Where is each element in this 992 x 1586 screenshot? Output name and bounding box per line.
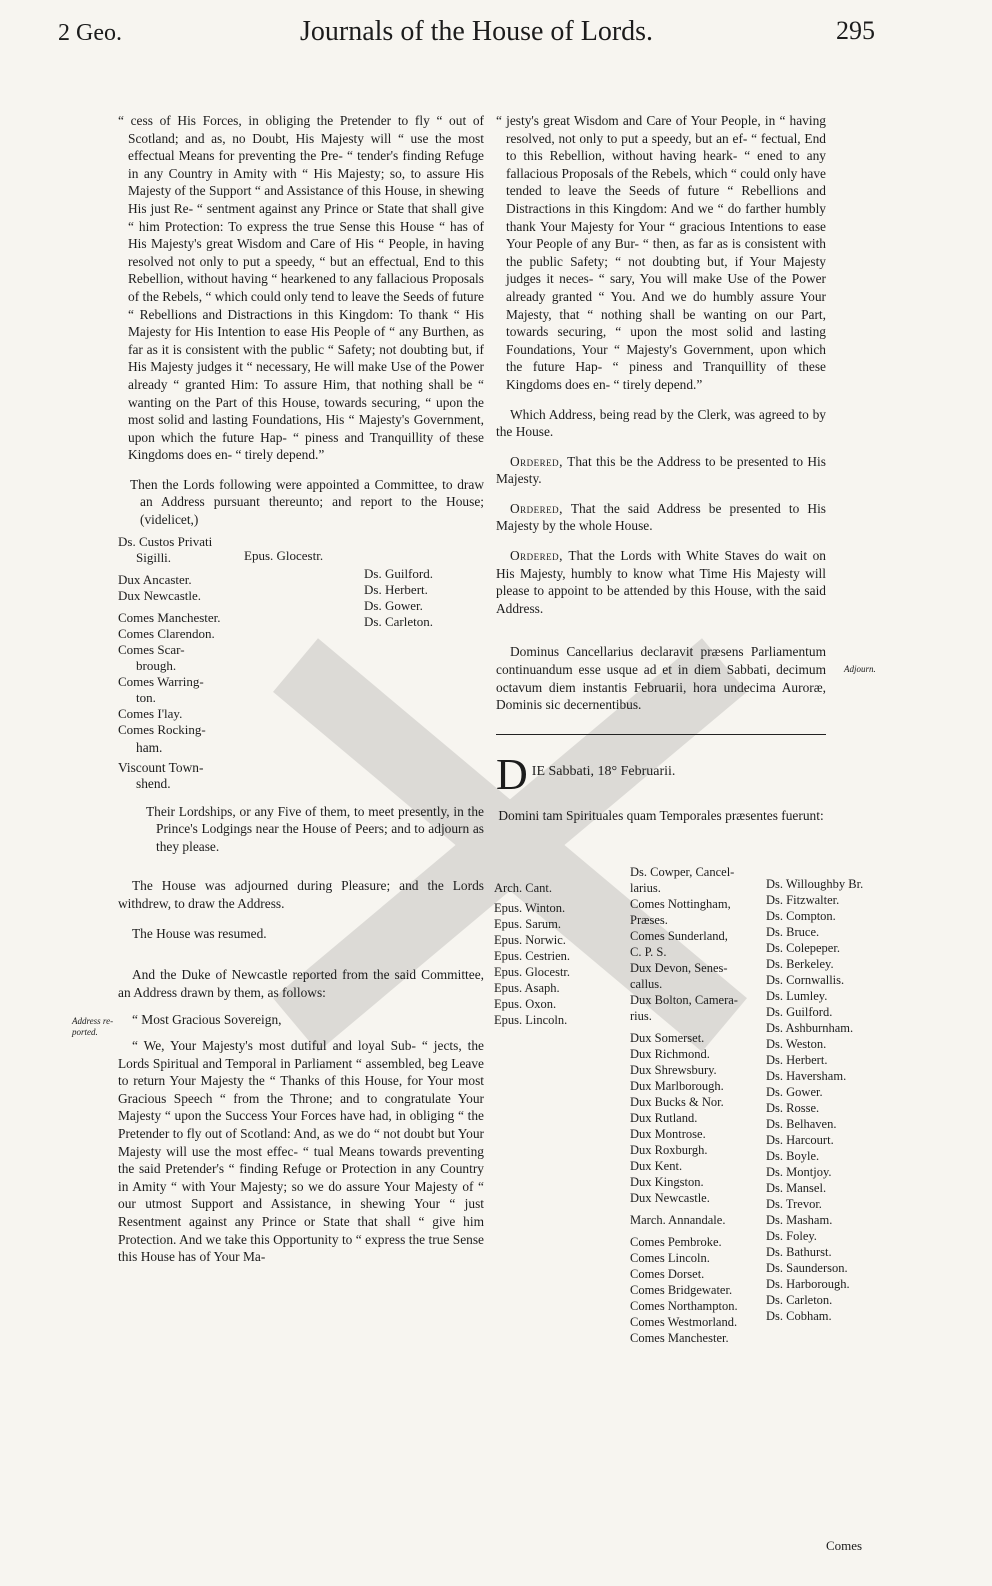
header-regnal-year: 2 Geo. bbox=[58, 20, 122, 46]
list-item: Comes Northampton. bbox=[630, 1299, 738, 1313]
list-item: Epus. Glocestr. bbox=[244, 547, 324, 563]
list-item: Ds. Carleton. bbox=[766, 1293, 833, 1307]
list-item: Ds. Compton. bbox=[766, 909, 836, 923]
list-item: Comes Manchester. bbox=[118, 609, 221, 625]
list-item: Dux Newcastle. bbox=[630, 1191, 710, 1205]
list-item: Ds. Gower. bbox=[766, 1085, 823, 1099]
list-item: Comes Clarendon. bbox=[118, 625, 215, 641]
list-item: C. P. S. bbox=[630, 945, 667, 959]
list-item: Comes Sunderland, bbox=[630, 929, 728, 943]
list-item: Arch. Cant. bbox=[494, 881, 552, 895]
left-column bbox=[118, 112, 484, 1266]
committee-intro: Then the Lords following were appointed a Committee, to draw an Address pursuant thereunto; and report to the House; (videlicet,) bbox=[130, 476, 484, 528]
list-item: Ds. Willoughby Br. bbox=[766, 877, 864, 891]
list-item: Ds. Harcourt. bbox=[766, 1133, 834, 1147]
list-item: Ds. Guilford. bbox=[766, 1005, 833, 1019]
committee-list-continued bbox=[118, 739, 484, 791]
list-item: Dux Newcastle. bbox=[118, 587, 202, 603]
right-column bbox=[496, 112, 826, 824]
address-continued: “ jesty's great Wisdom and Care of Your People, in “ having resolved, not only to put a speedy, but an ef- “ fectual, End to this Rebellion, without having heark- “ ened to any fallacious Proposals of the Rebels, which “ could only have tended to leave the Seeds of future “ Rebellions and Distractions in this Kingdom: And we “ do farther humbly thank Your Majesty for Your “ gracious Intentions to ease Your People of any Bur- “ then, as far as is consistent with the public Safety; “ not doubting but, if Your Majesty judges it neces- “ sary, You will make Use of the Power already granted “ You. And we do humbly assure Your Majesty, that “ nothing shall be wanting on our Part, towards securing, “ upon the most solid and lasting Foundations, Your “ Majesty's Government, upon which the future Hap- “ piness and Tranquillity of these Kingdoms does en- “ tirely depend.” bbox=[496, 113, 826, 392]
list-item: Ds. Berkeley. bbox=[766, 957, 834, 971]
section-divider bbox=[496, 734, 826, 735]
list-item: Ds. Ashburnham. bbox=[766, 1021, 854, 1035]
list-item: Comes Bridgewater. bbox=[630, 1283, 733, 1297]
salutation: “ Most Gracious Sovereign, bbox=[132, 1012, 282, 1028]
list-item: Ds. Colepeper. bbox=[766, 941, 840, 955]
address-paragraph-2: “ We, Your Majesty's most dutiful and loyal Sub- “ jects, the Lords Spiritual and Temporal in Parliament “ assembled, beg Leave to return Your Majesty the “ Thanks of this House, for Your most Gracious Speech “ from the Throne; and to congratulate Your Majesty “ upon the Success Your Forces have had, in obliging “ the Pretender to fly out of Scotland: And, as we do “ not doubt but Your Majesty will use the most effec- “ tual Means towards preventing the said Pretender's “ finding Refuge or Protection in any Country in Amity “ with Your Majesty; so we do assure Your Majesty of “ our utmost Support and Assistance, in shewing Your “ just Resentment against any Prince or State that shall “ give him Protection. And we take this Opportunity to “ express the true Sense this House has of Your Ma- bbox=[118, 1038, 484, 1265]
day-heading: IE Sabbati, 18° Februarii. bbox=[531, 763, 676, 779]
ordered-lead: Ordered, bbox=[510, 453, 564, 469]
list-item: Ds. Weston. bbox=[766, 1037, 827, 1051]
list-item: Dux Bolton, Camera- bbox=[630, 993, 738, 1007]
list-item: Comes Lincoln. bbox=[630, 1251, 710, 1265]
list-item: shend. bbox=[136, 775, 171, 791]
header-title: Journals of the House of Lords. bbox=[300, 16, 654, 47]
page-number: 295 bbox=[836, 16, 875, 45]
list-item: ton. bbox=[136, 689, 156, 705]
list-item: Comes Dorset. bbox=[630, 1267, 705, 1281]
list-item: Ds. Carleton. bbox=[364, 613, 433, 629]
list-item: Ds. Herbert. bbox=[766, 1053, 828, 1067]
list-item: Sigilli. bbox=[136, 549, 172, 565]
list-item: Ds. Haversham. bbox=[766, 1069, 847, 1083]
committee-meet: Their Lordships, or any Five of them, to meet presently, in the Prince's Lodgings near the House of Peers; and to adjourn as they please. bbox=[146, 803, 484, 854]
list-item: ham. bbox=[136, 739, 163, 755]
adjournment-latin: Dominus Cancellarius declaravit præsens Parliamentum continuandum esse usque ad et in diem Sabbati, decimum octavum diem instantis Februarii, hora undecima Auroræ, Dominis sic decernentibus. bbox=[496, 644, 826, 713]
list-item: Comes Rocking- bbox=[118, 721, 206, 737]
list-item: Ds. Saunderson. bbox=[766, 1261, 848, 1275]
list-item: brough. bbox=[136, 657, 177, 673]
list-item: Ds. Herbert. bbox=[364, 581, 428, 597]
list-item: Ds. Belhaven. bbox=[766, 1117, 837, 1131]
running-header bbox=[0, 6, 992, 56]
list-item: Ds. Bruce. bbox=[766, 925, 820, 939]
list-item: Ds. Guilford. bbox=[364, 565, 433, 581]
list-item: Dux Ancaster. bbox=[118, 571, 192, 587]
list-item: Dux Kingston. bbox=[630, 1175, 704, 1189]
list-item: Ds. Foley. bbox=[766, 1229, 817, 1243]
resumed-text: The House was resumed. bbox=[132, 925, 267, 941]
list-item: Ds. Masham. bbox=[766, 1213, 833, 1227]
list-item: Præses. bbox=[630, 913, 668, 927]
catchword: Comes bbox=[826, 1538, 863, 1553]
present-heading: Domini tam Spirituales quam Temporales præsentes fuerunt: bbox=[498, 807, 824, 823]
list-item: Comes Manchester. bbox=[630, 1331, 729, 1345]
bishops-list bbox=[494, 880, 570, 1028]
list-item: Dux Bucks & Nor. bbox=[630, 1095, 724, 1109]
ordered-lead: Ordered, bbox=[510, 548, 564, 564]
list-item: Epus. Lincoln. bbox=[494, 1013, 568, 1027]
list-item: Dux Devon, Senes- bbox=[630, 961, 728, 975]
list-item: Dux Rutland. bbox=[630, 1111, 698, 1125]
list-item: Dux Shrewsbury. bbox=[630, 1063, 717, 1077]
list-item: Epus. Glocestr. bbox=[494, 965, 571, 979]
list-item: Ds. Cobham. bbox=[766, 1309, 832, 1323]
list-item: Comes Westmorland. bbox=[630, 1315, 738, 1329]
list-item: Ds. Fitzwalter. bbox=[766, 893, 840, 907]
list-item: Dux Somerset. bbox=[630, 1031, 705, 1045]
list-item: March. Annandale. bbox=[630, 1213, 726, 1227]
list-item: Epus. Winton. bbox=[494, 901, 566, 915]
ordered-text: That this be the Address to be presented to His Majesty. bbox=[496, 453, 826, 487]
list-item: callus. bbox=[630, 977, 663, 991]
list-item: Ds. Bathurst. bbox=[766, 1245, 832, 1259]
list-item: Epus. Norwic. bbox=[494, 933, 566, 947]
ordered-text: That the Lords with White Staves do wait on His Majesty, humbly to know what Time His Majesty will please to appoint to be attended by this House, with the said Address. bbox=[496, 548, 826, 616]
ordered-lead: Ordered, bbox=[510, 500, 564, 516]
ordered-text: That the said Address be presented to His Majesty by the whole House. bbox=[496, 500, 826, 534]
list-item: Comes Warring- bbox=[118, 673, 204, 689]
peers-list bbox=[630, 864, 738, 1346]
list-item: Ds. Montjoy. bbox=[766, 1165, 832, 1179]
list-item: Epus. Sarum. bbox=[494, 917, 562, 931]
list-item: Ds. Boyle. bbox=[766, 1149, 820, 1163]
list-item: Ds. Cornwallis. bbox=[766, 973, 845, 987]
list-item: Ds. Custos Privati bbox=[118, 533, 213, 549]
barons-list bbox=[766, 876, 863, 1324]
list-item: Ds. Harborough. bbox=[766, 1277, 850, 1291]
list-item: Dux Marlborough. bbox=[630, 1079, 724, 1093]
list-item: Ds. Mansel. bbox=[766, 1181, 827, 1195]
list-item: Dux Roxburgh. bbox=[630, 1143, 708, 1157]
list-item: Dux Kent. bbox=[630, 1159, 683, 1173]
address-paragraph: “ cess of His Forces, in obliging the Pretender to fly “ out of Scotland; and as, no Doubt, His Majesty will “ use the most effectual Means for preventing the Pre- “ tender's finding Refuge in any Country in Amity with “ His Majesty; so, to assure His Majesty of the Support “ and Assistance of this House, in shewing His just Re- “ sentment against any Prince or State that shall give “ him Protection: To express the true Sense this House “ has of His Majesty's great Wisdom and Care of His “ People, in having resolved not only to put a speedy, “ but an effectual, End to this Rebellion, without having “ hearkened to any fallacious Proposals of the Rebels, “ which could only tend to leave the Seeds of future “ Rebellions and Distractions in this Kingdom: To thank “ His Majesty for His Intention to ease His People of “ any Burthen, as far as it is consistent with the public “ Safety; not doubting but, if His Majesty judges it “ necessary, He will make Use of the Power already “ granted Him: To assure Him, that nothing shall be “ wanting on the Part of this House, towards securing, “ upon the most solid and lasting Foundations, His “ Majesty's Government, upon which the future Hap- “ piness and Tranquillity of these Kingdoms does en- “ tirely depend.” bbox=[118, 113, 484, 463]
list-item: Viscount Town- bbox=[118, 759, 204, 775]
committee-list bbox=[118, 529, 484, 739]
agreed-text: Which Address, being read by the Clerk, was agreed to by the House. bbox=[496, 406, 826, 440]
list-item: Ds. Rosse. bbox=[766, 1101, 820, 1115]
reported-text: And the Duke of Newcastle reported from the said Committee, an Address drawn by them, as follows: bbox=[118, 967, 484, 1000]
drop-cap: D bbox=[496, 756, 528, 793]
list-item: Epus. Oxon. bbox=[494, 997, 557, 1011]
margin-note-adjourn: Adjourn. bbox=[844, 664, 876, 674]
list-item: Epus. Cestrien. bbox=[494, 949, 571, 963]
list-item: Ds. Gower. bbox=[364, 597, 423, 613]
list-item: Comes Pembroke. bbox=[630, 1235, 722, 1249]
margin-note-address-reported: Address re- ported. bbox=[72, 1016, 114, 1037]
list-item: Dux Richmond. bbox=[630, 1047, 710, 1061]
list-item: rius. bbox=[630, 1009, 652, 1023]
list-item: larius. bbox=[630, 881, 661, 895]
list-item: Comes Nottingham, bbox=[630, 897, 731, 911]
list-item: Comes Scar- bbox=[118, 641, 185, 657]
list-item: Ds. Lumley. bbox=[766, 989, 828, 1003]
adjourned-text: The House was adjourned during Pleasure; and the Lords withdrew, to draw the Address. bbox=[118, 878, 484, 912]
list-item: Comes I'lay. bbox=[118, 705, 183, 721]
list-item: Dux Montrose. bbox=[630, 1127, 706, 1141]
list-item: Epus. Asaph. bbox=[494, 981, 560, 995]
list-item: Ds. Cowper, Cancel- bbox=[630, 865, 735, 879]
list-item: Ds. Trevor. bbox=[766, 1197, 822, 1211]
